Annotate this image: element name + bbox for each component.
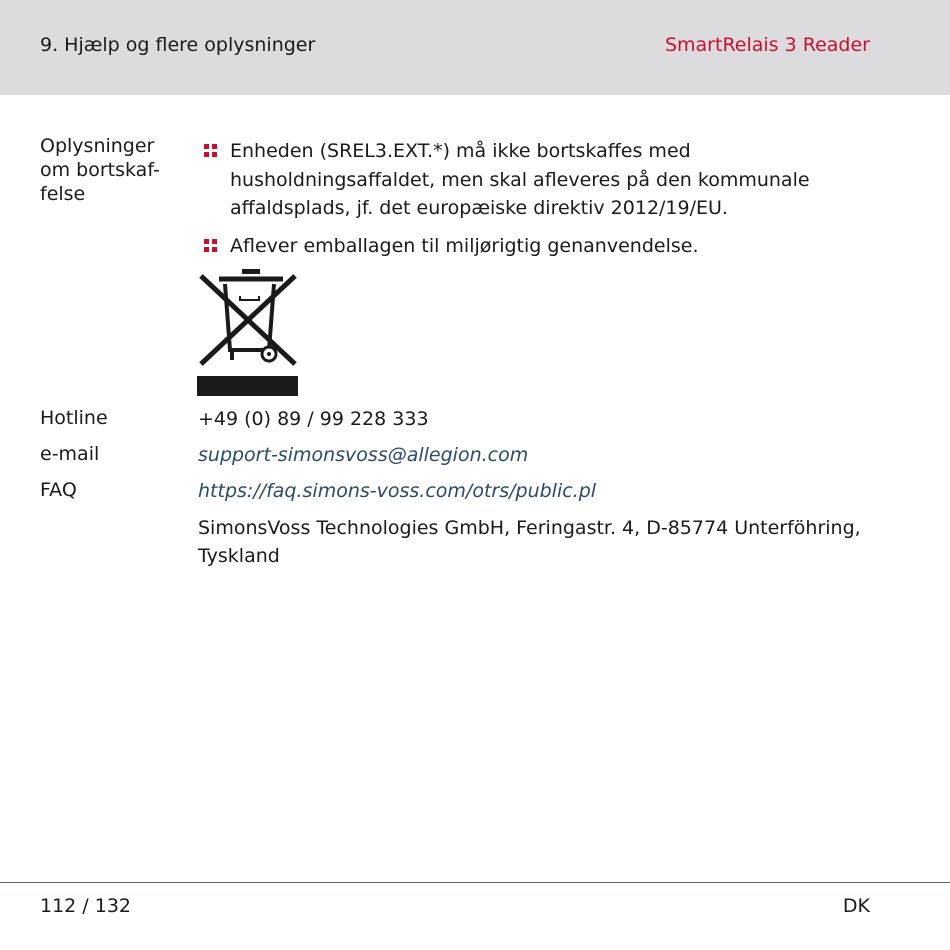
footer-divider [0, 882, 950, 883]
email-label: e-mail [40, 443, 100, 465]
language-code: DK [842, 895, 870, 917]
chapter-title: 9. Hjælp og flere oplysninger [40, 34, 316, 56]
product-name: SmartRelais 3 Reader [664, 34, 870, 56]
page-header [0, 0, 950, 95]
hotline-number: +49 (0) 89 / 99 228 333 [198, 408, 429, 430]
disposal-bullet-text: Aflever emballagen til miljørigtig genanvendelse. [230, 235, 699, 257]
page-number: 112 / 132 [40, 895, 132, 917]
company-address: SimonsVoss Technologies GmbH, Feringastr. 4, D-85774 Unterföhring, Tyskland [198, 517, 861, 567]
disposal-label: Oplysninger om bortskaf- felse [40, 135, 160, 205]
disposal-bullet-text: Enheden (SREL3.EXT.*) må ikke bortskaffes med husholdningsaffaldet, men skal afleveres på den kommunale affaldsplads, jf. det europæiske direktiv 2012/19/EU. [230, 140, 810, 219]
faq-label: FAQ [40, 479, 77, 501]
support-email-link[interactable]: support-simonsvoss@allegion.com [198, 444, 529, 466]
weee-crossed-out-bin-icon [197, 266, 298, 396]
faq-link[interactable]: https://faq.simons-voss.com/otrs/public.pl [198, 480, 597, 502]
hotline-label: Hotline [40, 407, 108, 429]
red-square-bullet-icon [204, 239, 217, 252]
red-square-bullet-icon [204, 144, 217, 157]
